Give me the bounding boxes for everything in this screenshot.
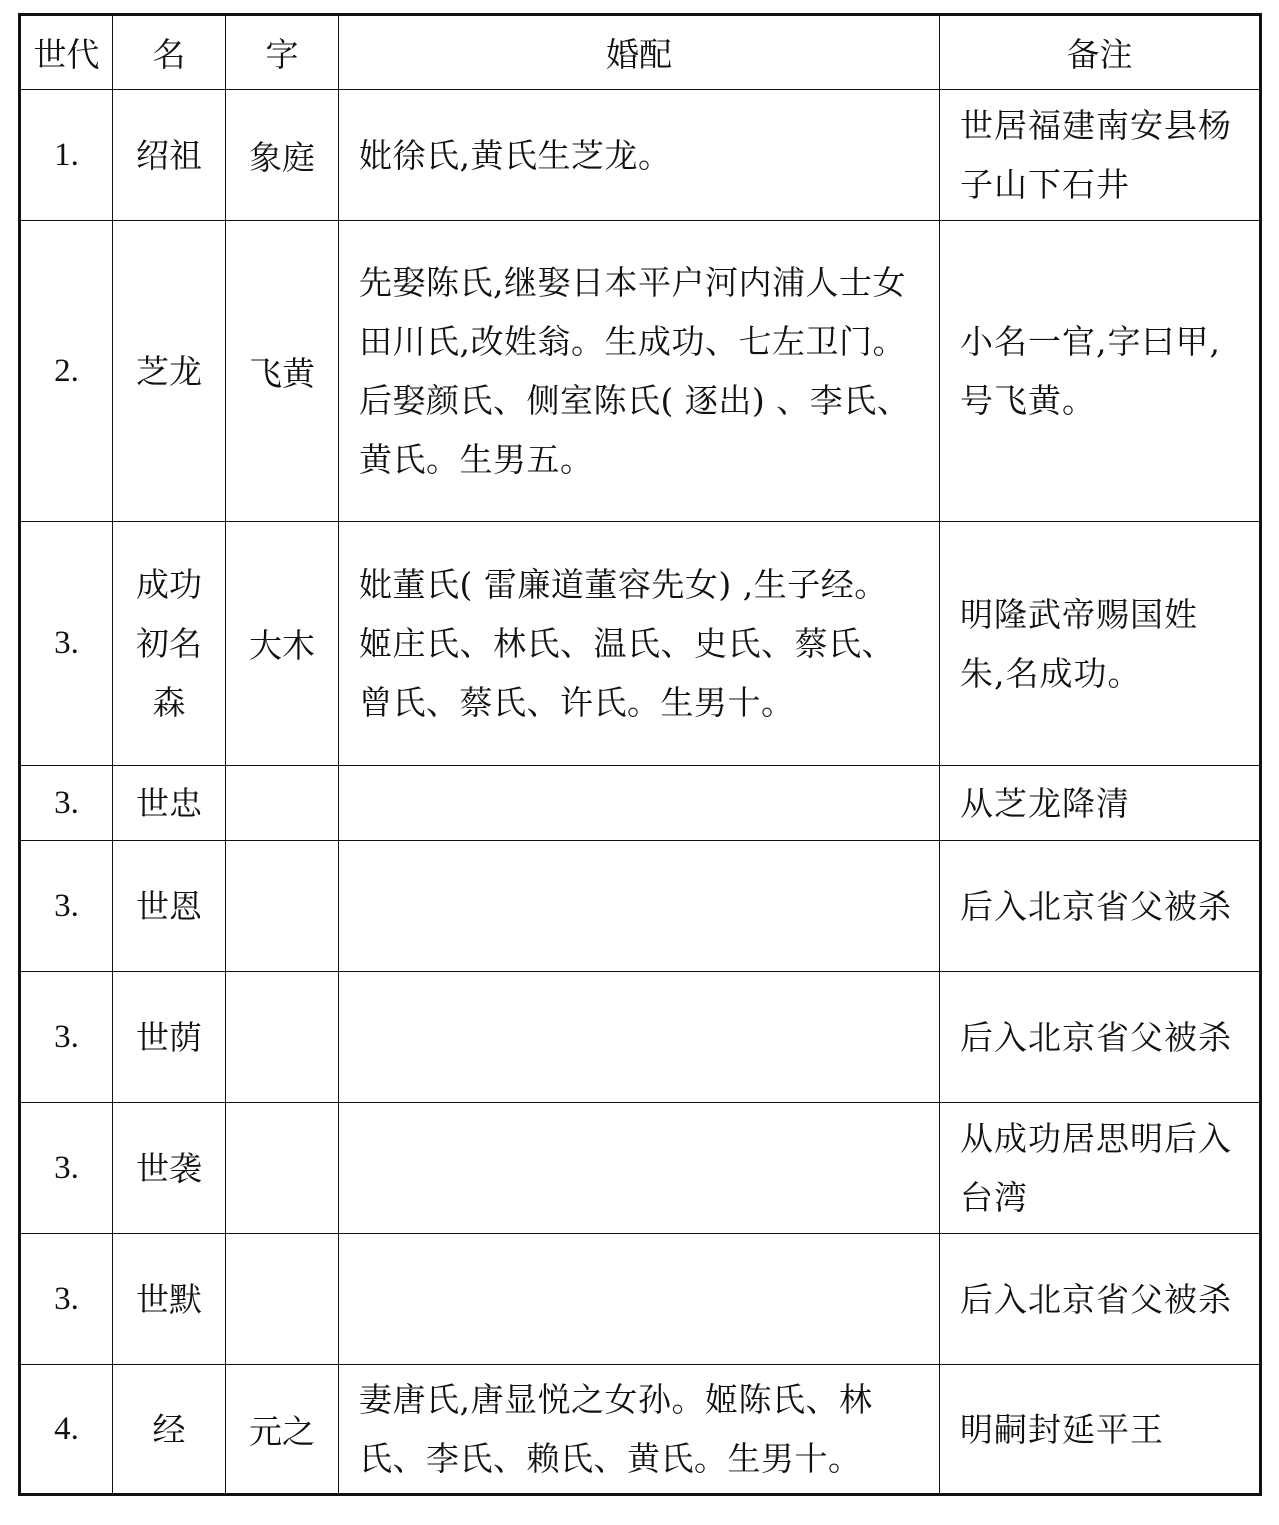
name-line: 世忠 [136, 783, 202, 823]
name-line: 世荫 [136, 1017, 202, 1057]
notes-cell: 小名一官,字曰甲,号飞黄。 [940, 221, 1261, 522]
generation-cell: 2. [20, 221, 113, 522]
marriage-cell [339, 522, 940, 766]
name-line: 初名 [136, 624, 202, 663]
generation-cell: 3. [20, 1103, 113, 1234]
notes-cell: 后入北京省父被杀 [940, 972, 1261, 1103]
name-cell [113, 1365, 226, 1495]
name-cell [113, 841, 226, 972]
courtesy-name-cell: 飞黄 [226, 221, 339, 522]
name-cell [113, 1234, 226, 1365]
name-cell [113, 1103, 226, 1234]
name-line: 成功 [136, 565, 202, 604]
marriage-paragraph: 妣徐氏,黄氏生芝龙。 [359, 135, 672, 175]
name-line: 世默 [136, 1279, 202, 1319]
marriage-cell [339, 1103, 940, 1234]
marriage-cell [339, 221, 940, 522]
marriage-cell [339, 1234, 940, 1365]
marriage-cell [339, 90, 940, 221]
name-line: 绍祖 [136, 135, 202, 175]
generation-cell: 3. [20, 841, 113, 972]
name-line: 世恩 [136, 886, 202, 926]
notes-cell: 明嗣封延平王 [940, 1365, 1261, 1495]
courtesy-name-cell [226, 766, 339, 841]
courtesy-name-cell [226, 1234, 339, 1365]
notes-cell: 从芝龙降清 [940, 766, 1261, 841]
generation-cell: 3. [20, 766, 113, 841]
header-generation: 世代 [20, 15, 113, 90]
table-row [20, 1103, 1261, 1234]
marriage-paragraph: 后娶颜氏、侧室陈氏( 逐出) 、李氏、黄氏。生男五。 [359, 381, 911, 479]
notes-cell: 后入北京省父被杀 [940, 841, 1261, 972]
name-cell [113, 766, 226, 841]
marriage-cell [339, 972, 940, 1103]
courtesy-name-cell: 大木 [226, 522, 339, 766]
table-row [20, 1365, 1261, 1495]
marriage-paragraph: 妣董氏( 雷廉道董容先女) ,生子经。姬庄氏、林氏、温氏、史氏、蔡氏、曾氏、蔡氏、许氏。生男十。 [359, 565, 895, 722]
name-line: 芝龙 [136, 351, 202, 391]
generation-cell: 4. [20, 1365, 113, 1495]
name-cell [113, 522, 226, 766]
name-cell [113, 972, 226, 1103]
marriage-cell [339, 841, 940, 972]
courtesy-name-cell [226, 841, 339, 972]
marriage-cell [339, 1365, 940, 1495]
notes-cell: 后入北京省父被杀 [940, 1234, 1261, 1365]
table-row [20, 766, 1261, 841]
table-row [20, 90, 1261, 221]
table-body [20, 90, 1261, 1495]
generation-cell: 3. [20, 522, 113, 766]
table-row [20, 1234, 1261, 1365]
courtesy-name-cell [226, 1103, 339, 1234]
marriage-cell [339, 766, 940, 841]
table-row [20, 841, 1261, 972]
name-line: 世袭 [136, 1148, 202, 1188]
generation-cell: 3. [20, 972, 113, 1103]
header-courtesy-name: 字 [226, 15, 339, 90]
table-row [20, 972, 1261, 1103]
courtesy-name-cell: 象庭 [226, 90, 339, 221]
header-notes: 备注 [940, 15, 1261, 90]
header-name: 名 [113, 15, 226, 90]
name-line: 经 [152, 1409, 186, 1449]
marriage-paragraph: 妻唐氏,唐显悦之女孙。姬陈氏、林氏、李氏、赖氏、黄氏。生男十。 [359, 1380, 873, 1478]
table-row [20, 221, 1261, 522]
name-cell [113, 221, 226, 522]
table-row [20, 522, 1261, 766]
courtesy-name-cell [226, 972, 339, 1103]
generation-cell: 3. [20, 1234, 113, 1365]
name-line: 森 [152, 683, 186, 722]
header-row [20, 15, 1261, 90]
header-marriage: 婚配 [339, 15, 940, 90]
genealogy-table [18, 13, 1262, 1496]
notes-cell: 世居福建南安县杨子山下石井 [940, 90, 1261, 221]
courtesy-name-cell: 元之 [226, 1365, 339, 1495]
generation-cell: 1. [20, 90, 113, 221]
name-cell [113, 90, 226, 221]
notes-cell: 从成功居思明后入台湾 [940, 1103, 1261, 1234]
marriage-paragraph: 先娶陈氏,继娶日本平户河内浦人士女田川氏,改姓翁。生成功、七左卫门。 [359, 263, 906, 361]
notes-cell: 明隆武帝赐国姓朱,名成功。 [940, 522, 1261, 766]
